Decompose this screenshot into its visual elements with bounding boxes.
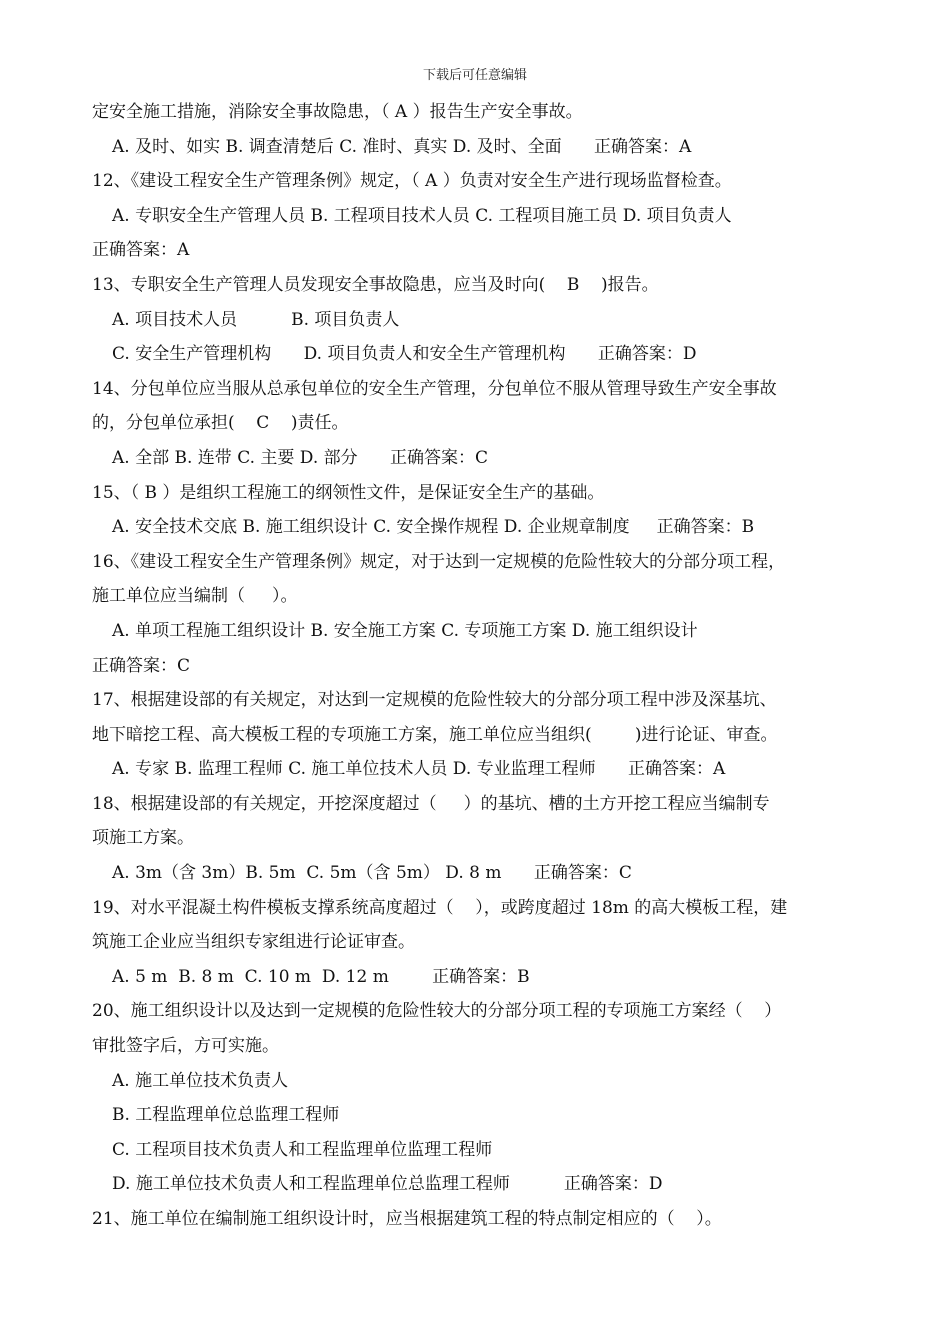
option-line: A. 项目技术人员 B. 项目负责人 <box>112 309 400 330</box>
page-header: 下载后可任意编辑 <box>422 68 527 83</box>
option-line: A. 全部 B. 连带 C. 主要 D. 部分 正确答案：C <box>112 447 489 468</box>
question-line: 16、《建设工程安全生产管理条例》规定，对于达到一定规模的危险性较大的分部分项工程， <box>92 551 786 572</box>
question-line: 18、根据建设部的有关规定，开挖深度超过（ ）的基坑、槽的土方开挖工程应当编制专 <box>92 793 770 814</box>
question-line: 20、施工组织设计以及达到一定规模的危险性较大的分部分项工程的专项施工方案经（ ） <box>92 1001 782 1022</box>
option-line: A. 3m（含 3m）B. 5m C. 5m（含 5m） D. 8 m 正确答案：C <box>112 863 632 884</box>
option-line: A. 单项工程施工组织设计 B. 安全施工方案 C. 专项施工方案 D. 施工组织设计 <box>112 620 698 641</box>
option-line: A. 施工单位技术负责人 <box>112 1070 289 1091</box>
question-line: 筑施工企业应当组织专家组进行论证审查。 <box>92 932 415 953</box>
question-line: 正确答案：A <box>92 240 190 261</box>
question-line: 定安全施工措施，消除安全事故隐患，（ A ）报告生产安全事故。 <box>92 102 583 122</box>
question-line: 14、分包单位应当服从总承包单位的安全生产管理，分包单位不服从管理导致生产安全事故 <box>92 378 777 399</box>
option-line: C. 工程项目技术负责人和工程监理单位监理工程师 <box>112 1139 493 1160</box>
option-line: D. 施工单位技术负责人和工程监理单位总监理工程师 正确答案：D <box>112 1174 663 1195</box>
question-line: 地下暗挖工程、高大模板工程的专项施工方案，施工单位应当组织( )进行论证、审查。 <box>92 724 778 745</box>
question-line: 15、（ B ）是组织工程施工的纲领性文件，是保证安全生产的基础。 <box>92 482 605 503</box>
option-line: A. 5 m B. 8 m C. 10 m D. 12 m 正确答案：B <box>112 966 530 987</box>
question-line: 正确答案：C <box>92 655 191 676</box>
option-line: C. 安全生产管理机构 D. 项目负责人和安全生产管理机构 正确答案：D <box>112 344 697 365</box>
question-line: 21、施工单位在编制施工组织设计时，应当根据建筑工程的特点制定相应的（ ）。 <box>92 1209 722 1229</box>
option-line: B. 工程监理单位总监理工程师 <box>112 1105 340 1126</box>
question-line: 13、专职安全生产管理人员发现安全事故隐患，应当及时向( B )报告。 <box>92 274 659 295</box>
question-line: 审批签字后，方可实施。 <box>92 1036 279 1057</box>
question-line: 12、《建设工程安全生产管理条例》规定，（ A ）负责对安全生产进行现场监督检查。 <box>92 171 732 192</box>
question-line: 项施工方案。 <box>92 828 194 849</box>
option-line: A. 及时、如实 B. 调查清楚后 C. 准时、真实 D. 及时、全面 正确答案：A <box>112 136 692 157</box>
option-line: A. 安全技术交底 B. 施工组织设计 C. 安全操作规程 D. 企业规章制度 正确答案：B <box>112 517 755 538</box>
question-line: 19、对水平混凝土构件模板支撑系统高度超过（ ），或跨度超过 18m 的高大模板工程，建 <box>92 897 788 918</box>
question-line: 施工单位应当编制（ ）。 <box>92 586 298 607</box>
option-line: A. 专家 B. 监理工程师 C. 施工单位技术人员 D. 专业监理工程师 正确答案：A <box>112 759 726 780</box>
document-body <box>92 95 892 1237</box>
question-line: 17、根据建设部的有关规定，对达到一定规模的危险性较大的分部分项工程中涉及深基坑、 <box>92 690 777 711</box>
option-line: A. 专职安全生产管理人员 B. 工程项目技术人员 C. 工程项目施工员 D. 项目负责人 <box>112 205 732 226</box>
question-line: 的，分包单位承担( C )责任。 <box>92 413 349 434</box>
